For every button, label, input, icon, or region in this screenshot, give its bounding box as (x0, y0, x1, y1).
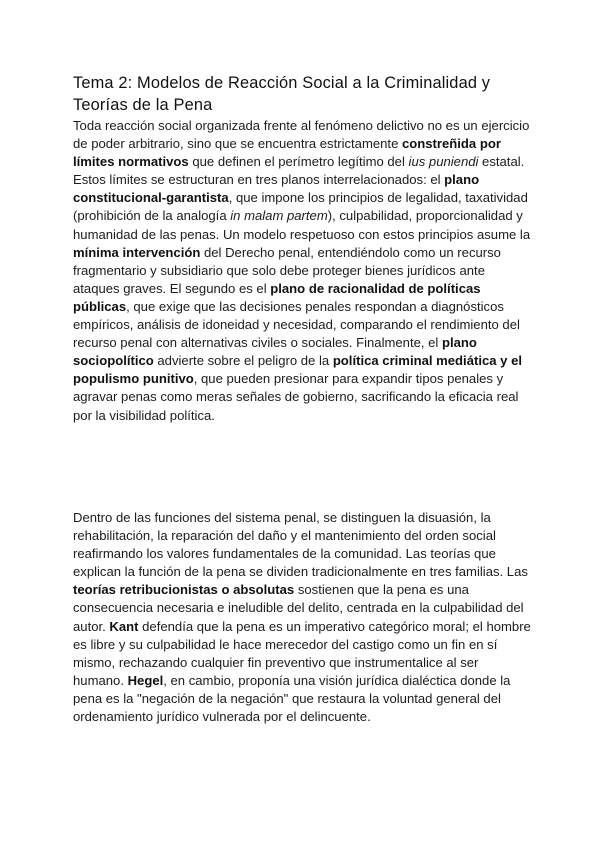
text-run: estatal. Estos límites se estructuran en tres planos interrelacionados: el (73, 154, 525, 188)
text-run: sostienen que la pena es una consecuencia necesaria e ineludible del delito, centrada en la culpabilidad del autor. (73, 582, 524, 634)
text-run: Toda reacción social organizada frente al fenómeno delictivo no es un ejercicio de poder arbitrario, sino que se encuentra estrictamente (73, 118, 530, 152)
text-run: advierte sobre el peligro de la (153, 353, 333, 369)
text-run: del Derecho penal, entendiéndolo como un recurso fragmentario y subsidiario que solo debe proteger bienes jurídicos ante ataques graves. El segundo es el (73, 244, 501, 296)
bold-term: política criminal mediática y el populismo punitivo (73, 353, 523, 387)
text-run: , que pueden presionar para expandir tipos penales y agravar penas como meras señales de gobierno, sacrificando la eficacia real por la visibilidad política. (73, 371, 519, 423)
text-run: ), culpabilidad, proporcionalidad y humanidad de las penas. Un modelo respetuoso con estos principios asume la (73, 208, 531, 242)
italic-term: ius puniendi (408, 154, 479, 170)
text-run: , que exige que las decisiones penales respondan a diagnósticos empíricos, análisis de idoneidad y necesidad, comparando el rendimiento del recurso penal con alternativas civiles o sociales. Finalmente, el (73, 298, 520, 351)
text-run: defendía que la pena es un imperativo categórico moral; el hombre es libre y su culpabilidad le hace merecedor del castigo como un fin en sí mismo, rechazando cualquier fin preventivo que instrumentalice al ser humano. (73, 618, 531, 688)
bold-term: Kant (109, 618, 139, 634)
paragraph-limits-of-punitive-power (73, 117, 531, 425)
bold-term: mínima intervención (73, 244, 201, 260)
italic-term: in malam partem (230, 208, 328, 224)
document-title: Tema 2: Modelos de Reacción Social a la Criminalidad y Teorías de la Pena (73, 74, 491, 114)
bold-term: constreñida por límites normativos (73, 136, 501, 170)
bold-term: plano constitucional-garantista (73, 172, 480, 206)
text-run: que definen el perímetro legítimo del (188, 154, 409, 170)
text-run: , que impone los principios de legalidad, taxatividad (prohibición de la analogía (73, 190, 528, 224)
text-run: , en cambio, proponía una visión jurídica dialéctica donde la pena es la "negación de la negación" que restaura la voluntad general del ordenamiento jurídico vulnerada por el delincuente. (73, 672, 511, 725)
bold-term: plano sociopolítico (73, 335, 477, 369)
bold-term: plano de racionalidad de políticas públicas (73, 280, 481, 314)
paragraph-theories-of-punishment (73, 509, 531, 726)
bold-term: teorías retribucionistas o absolutas (73, 582, 295, 598)
text-run: Dentro de las funciones del sistema penal, se distinguen la disuasión, la rehabilitación, la reparación del daño y el mantenimiento del orden social reafirmando los valores fundamentales de la comunidad. Las teorías que explican la función de la pena se dividen tradicionalmente en tres familias. Las (73, 510, 528, 580)
bold-term: Hegel (127, 672, 164, 688)
